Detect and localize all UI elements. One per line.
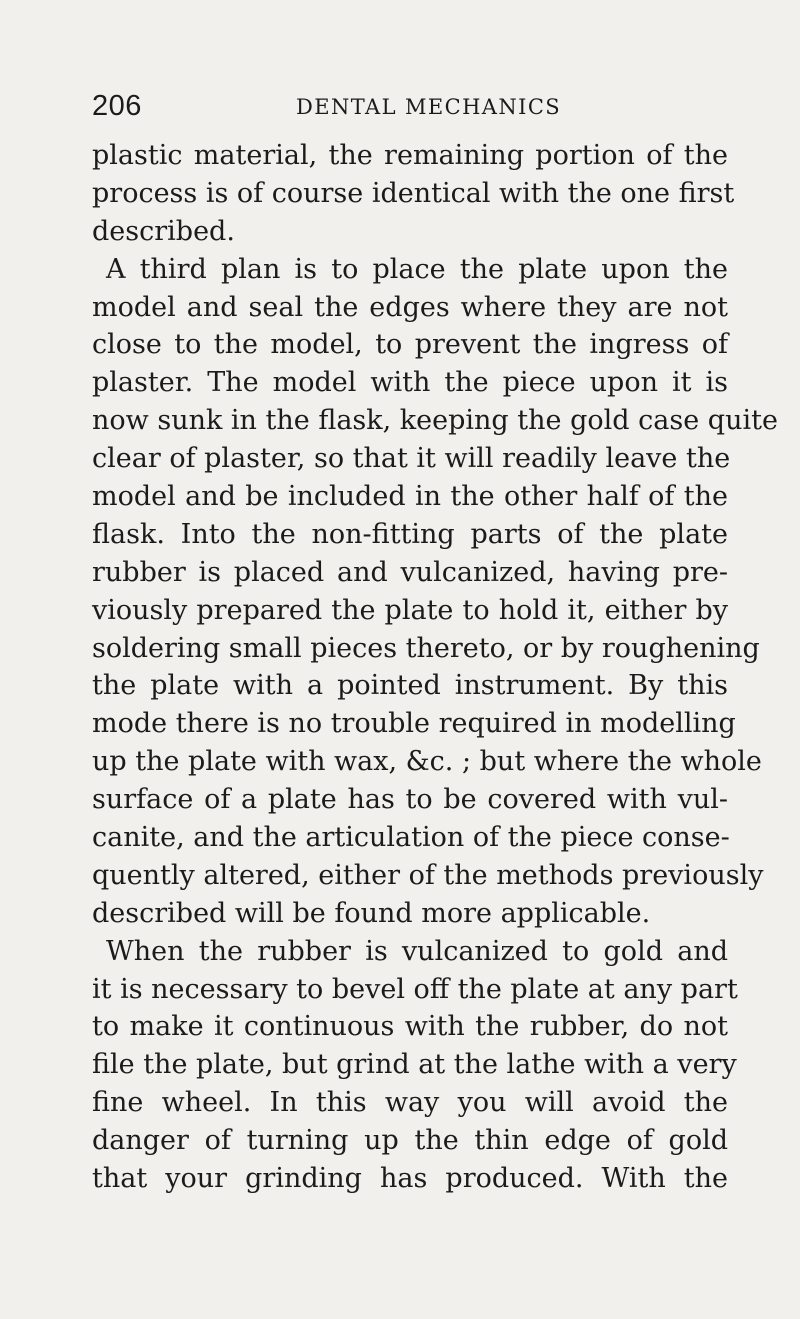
text-line: quently altered, either of the methods previously (92, 859, 764, 891)
text-line: plaster. The model with the piece upon it is (92, 367, 728, 399)
paragraph-start-line: When the rubber is vulcanized to gold and (106, 935, 728, 967)
text-line: now sunk in the flask, keeping the gold case quite (92, 405, 778, 437)
text-line: the plate with a pointed instrument. By this (92, 670, 728, 702)
text-line: mode there is no trouble required in modelling (92, 708, 736, 740)
page-header (92, 88, 728, 124)
text-line: fine wheel. In this way you will avoid the (92, 1087, 728, 1119)
text-line: that your grinding has produced. With the (92, 1163, 728, 1195)
body-text (92, 137, 778, 1198)
text-line: rubber is placed and vulcanized, having pre- (92, 556, 728, 588)
text-line: it is necessary to bevel off the plate at any part (92, 973, 738, 1005)
text-line: model and seal the edges where they are not (92, 291, 728, 323)
text-line: soldering small pieces thereto, or by roughening (92, 632, 760, 664)
text-line: close to the model, to prevent the ingress of (92, 329, 728, 361)
running-head: DENTAL MECHANICS (296, 95, 562, 119)
text-line: described. (92, 215, 235, 247)
text-line: to make it continuous with the rubber, do not (92, 1011, 728, 1043)
text-line: plastic material, the remaining portion of the (92, 140, 728, 171)
text-line: surface of a plate has to be covered with vul- (92, 784, 728, 816)
text-line: canite, and the articulation of the piece conse- (92, 822, 730, 854)
page-number: 206 (92, 90, 142, 122)
text-line: viously prepared the plate to hold it, either by (92, 594, 728, 626)
text-line: model and be included in the other half of the (92, 481, 728, 513)
paragraph-start-line: A third plan is to place the plate upon the (106, 253, 728, 285)
text-line: flask. Into the non-fitting parts of the plate (92, 518, 728, 550)
text-line: clear of plaster, so that it will readily leave the (92, 443, 731, 475)
text-line: up the plate with wax, &c. ; but where the whole (92, 746, 762, 778)
text-line: danger of turning up the thin edge of gold (92, 1125, 728, 1157)
text-line: described will be found more applicable. (92, 897, 651, 929)
text-line: file the plate, but grind at the lathe with a very (92, 1049, 737, 1081)
text-line: process is of course identical with the one first (92, 177, 735, 209)
